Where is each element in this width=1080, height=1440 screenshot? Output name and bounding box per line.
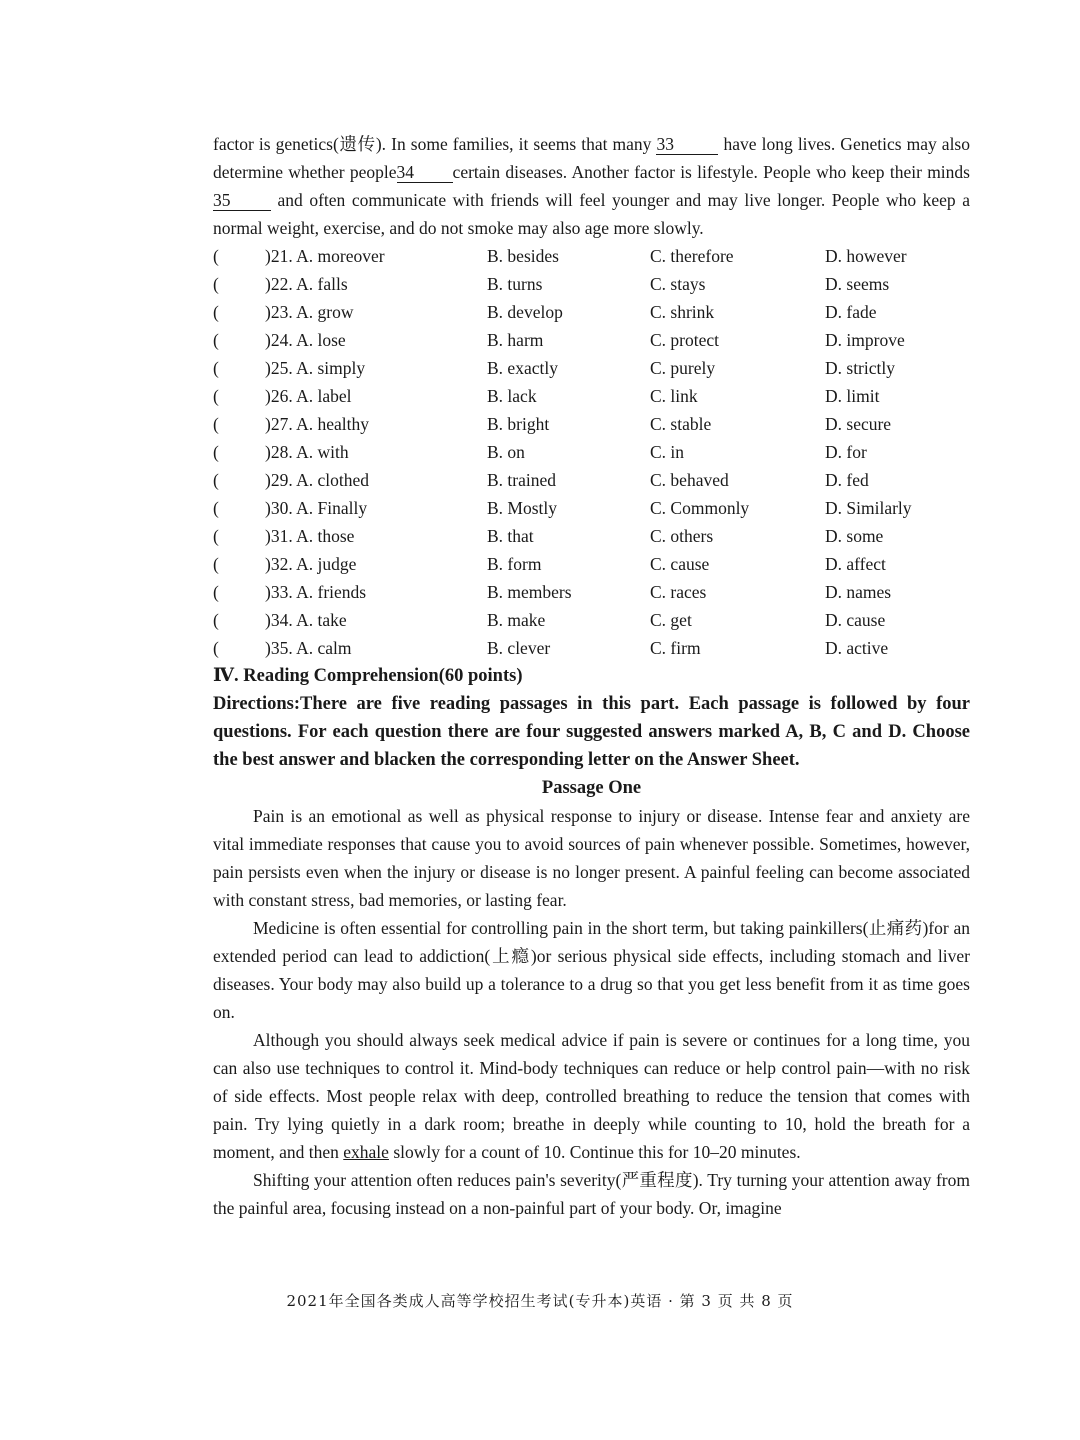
option-row: ( )26. A. label B. lack C. link D. limit: [213, 386, 880, 406]
cloze-passage-end: factor is genetics(遗传). In some families, it seems that many 33 have long lives. Genetics may also determine whether people34 certain diseases. Another factor is lifestyle. People who keep their minds35 and often communicate with friends will feel younger and may live longer. People who keep a normal weight, exercise, and do not smoke may also age more slowly.: [213, 134, 970, 238]
option-row: ( )24. A. lose B. harm C. protect D. improve: [213, 330, 905, 350]
option-row: ( )32. A. judge B. form C. cause D. affect: [213, 554, 886, 574]
option-row: ( )35. A. calm B. clever C. firm D. active: [213, 638, 889, 658]
passage-title: Passage One: [541, 778, 642, 798]
option-row: ( )30. A. Finally B. Mostly C. Commonly D. Similarly: [213, 498, 912, 518]
passage-paragraph-1: Pain is an emotional as well as physical response to injury or disease. Intense fear and anxiety are vital immediate responses that cause you to avoid sources of pain whenever possible. Sometimes, however, pain persists even when the injury or disease is no longer present. A painful feeling can become associated with constant stress, bad memories, or lasting fear.: [213, 806, 970, 910]
section-title: Ⅳ. Reading Comprehension(60 points): [213, 666, 523, 686]
option-row: ( )23. A. grow B. develop C. shrink D. fade: [213, 302, 877, 322]
option-row: ( )28. A. with B. on C. in D. for: [213, 442, 867, 462]
blank-34: 34: [397, 162, 453, 183]
blank-35: 35: [213, 190, 271, 211]
blank-33: 33: [656, 134, 718, 155]
option-row: ( )34. A. take B. make C. get D. cause: [213, 610, 886, 630]
passage-paragraph-2: Medicine is often essential for controlling pain in the short term, but taking painkillers(止痛药)for an extended period can lead to addiction(上瘾)or serious physical side effects, including stomach and liver diseases. Your body may also build up a tolerance to a drug so that you get less benefit from it as time goes on.: [213, 918, 970, 1022]
options-list: [213, 242, 970, 662]
underlined-word: exhale: [343, 1142, 389, 1162]
passage-paragraph-3: Although you should always seek medical advice if pain is severe or continues for a long time, you can also use techniques to control it. Mind-body techniques can reduce or help control pain—with no risk of side effects. Most people relax with deep, controlled breathing to reduce the tension that comes with pain. Try lying quietly in a dark room; breathe in deeply while counting to 10, hold the breath for a moment, and then exhale slowly for a count of 10. Continue this for 10–20 minutes.: [213, 1030, 970, 1162]
exam-page: [213, 130, 970, 1222]
passage-paragraph-4: Shifting your attention often reduces pain's severity(严重程度). Try turning your attention away from the painful area, focusing instead on a non-painful part of your body. Or, imagine: [213, 1170, 970, 1218]
option-row: ( )33. A. friends B. members C. races D. names: [213, 582, 892, 602]
option-row: ( )22. A. falls B. turns C. stays D. seems: [213, 274, 890, 294]
directions: Directions:There are five reading passages in this part. Each passage is followed by four questions. For each question there are four suggested answers marked A, B, C and D. Choose the best answer and blacken the corresponding letter on the Answer Sheet.: [213, 694, 970, 770]
option-row: ( )29. A. clothed B. trained C. behaved D. fed: [213, 470, 869, 490]
page-footer: 2021年全国各类成人高等学校招生考试(专升本)英语 · 第 3 页 共 8 页: [286, 1292, 794, 1310]
option-row: ( )25. A. simply B. exactly C. purely D. strictly: [213, 358, 895, 378]
option-row: ( )21. A. moreover B. besides C. therefore D. however: [213, 246, 907, 266]
option-row: ( )27. A. healthy B. bright C. stable D. secure: [213, 414, 892, 434]
option-row: ( )31. A. those B. that C. others D. some: [213, 526, 884, 546]
